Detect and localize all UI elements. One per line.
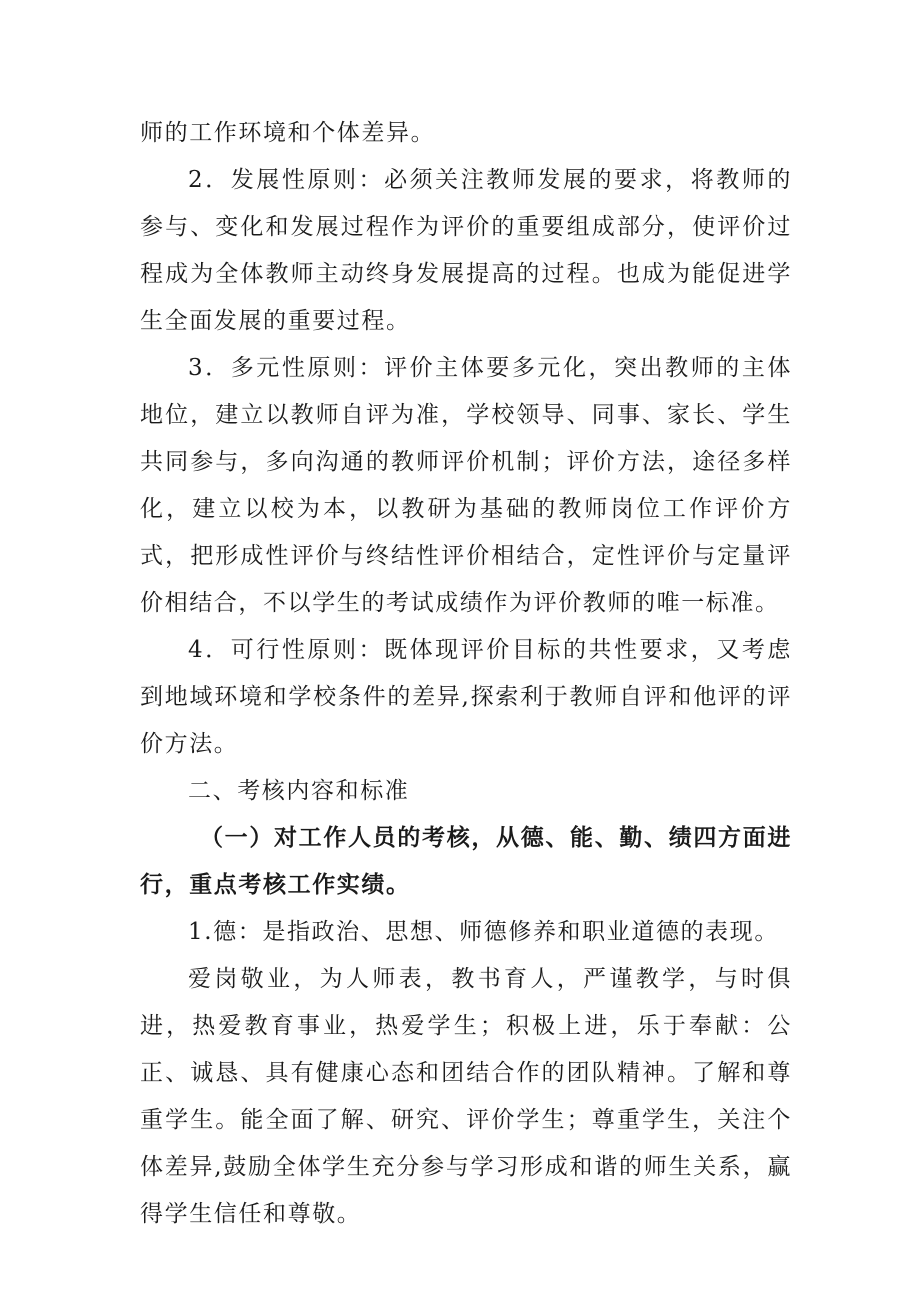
paragraph-pluralistic-principle: 3．多元性原则：评价主体要多元化，突出教师的主体地位，建立以教师自评为准，学校领导、同事、家长、学生共同参与，多向沟通的教师评价机制；评价方法，途径多样化，建立以校为本，以教研为基础的教师岗位工作评价方式，把形成性评价与终结性评价相结合，定性评价与定量评价相结合，不以学生的考试成绩作为评价教师的唯一标准。: [140, 355, 792, 616]
paragraph-continuation: 师的工作环境和个体差异。: [140, 120, 436, 146]
subsection-heading-staff-assessment: （一）对工作人员的考核，从德、能、勤、绩四方面进行，重点考核工作实绩。: [140, 825, 792, 898]
paragraph-developmental-principle: 2．发展性原则：必须关注教师发展的要求，将教师的参与、变化和发展过程作为评价的重要组成部分，使评价过程成为全体教师主动终身发展提高的过程。也成为能促进学生全面发展的重要过程。: [140, 167, 792, 334]
paragraph-morality-definition: 1.德：是指政治、思想、师德修养和职业道德的表现。: [188, 919, 779, 945]
document-page: [140, 110, 792, 1238]
paragraph-morality-details: 爱岗敬业，为人师表，教书育人，严谨教学，与时俱进，热爱教育事业，热爱学生；积极上进，乐于奉献：公正、诚恳、具有健康心态和团结合作的团队精神。了解和尊重学生。能全面了解、研究、评价学生；尊重学生，关注个体差异,鼓励全体学生充分参与学习形成和谐的师生关系，赢得学生信任和尊敬。: [140, 966, 792, 1227]
section-heading-assessment-content: 二、考核内容和标准: [188, 778, 410, 804]
paragraph-feasibility-principle: 4．可行性原则：既体现评价目标的共性要求，又考虑到地域环境和学校条件的差异,探索利于教师自评和他评的评价方法。: [140, 637, 792, 757]
